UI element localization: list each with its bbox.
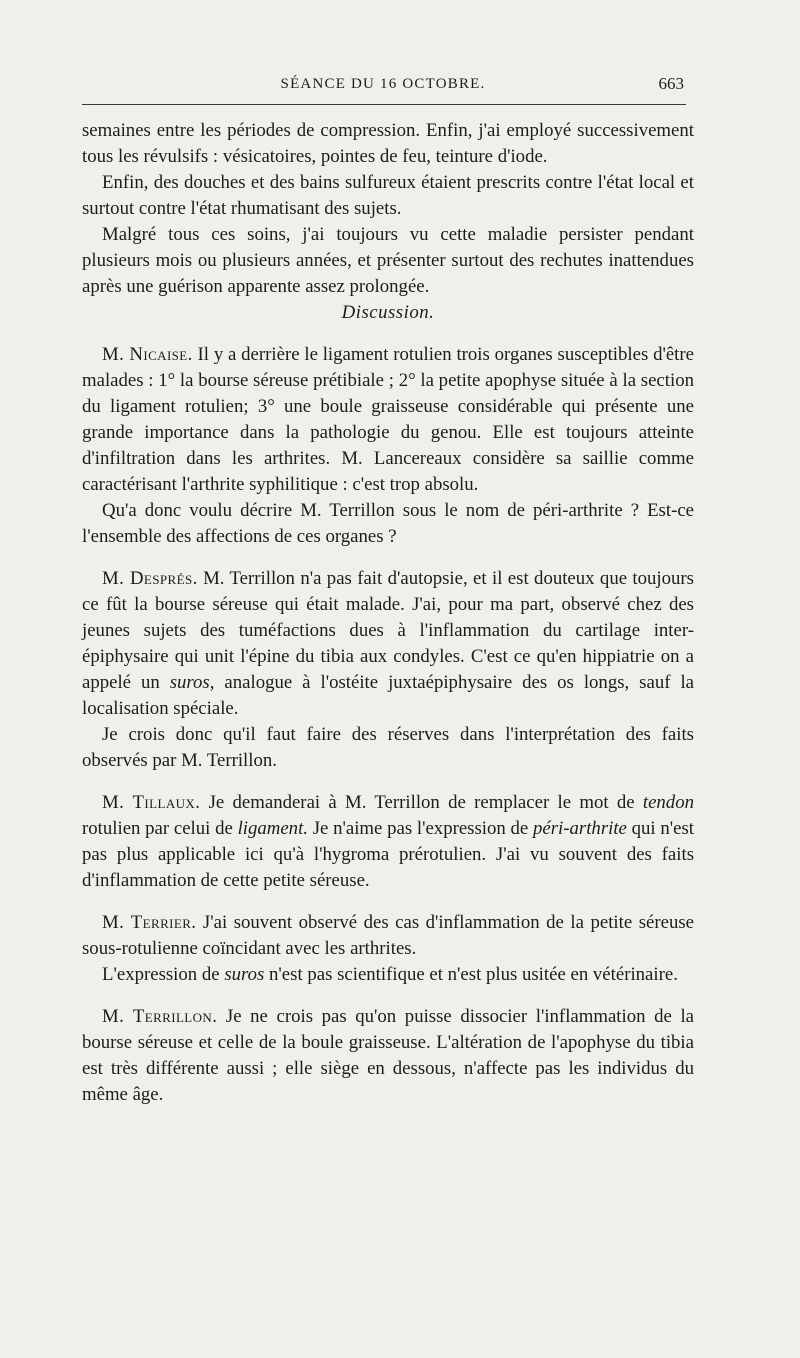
italic-term: suros: [169, 672, 210, 693]
speaker-paragraph-terrillon: M. Terrillon. Je ne crois pas qu'on puisse dissocier l'inflammation de la bourse séreuse et celle de la boule graisseuse. L'altération de l'apophyse du tibia est très différente aussi ; elle siège en dessous, n'affecte pas les individus du même âge.: [82, 1006, 695, 1105]
paragraph: Qu'a donc voulu décrire M. Terrillon sous le nom de péri-arthrite ? Est-ce l'ensemble des affections de ces organes ?: [82, 500, 694, 547]
paragraph: Enfin, des douches et des bains sulfureux étaient prescrits contre l'état local et surtout contre l'état rhumatisant des sujets.: [82, 172, 694, 219]
speaker-name: M. Terrillon.: [102, 1006, 218, 1027]
speaker-name: M. Nicaise.: [102, 344, 193, 365]
paragraph: Je crois donc qu'il faut faire des réserves dans l'interprétation des faits observés par M. Terrillon.: [82, 724, 694, 771]
body-text: [82, 118, 694, 1108]
paragraph: semaines entre les périodes de compression. Enfin, j'ai employé successivement tous les révulsifs : vésicatoires, pointes de feu, teinture d'iode.: [82, 120, 694, 167]
speaker-paragraph-terrier: M. Terrier. J'ai souvent observé des cas d'inflammation de la petite séreuse sous-rotulienne coïncidant avec les arthrites.: [82, 912, 695, 959]
running-title: SÉANCE DU 16 OCTOBRE.: [280, 76, 486, 92]
italic-term: suros: [224, 964, 265, 985]
speaker-paragraph-tillaux: M. Tillaux. Je demanderai à M. Terrillon de remplacer le mot de tendon rotulien par celui de ligament. Je n'aime pas l'expression de péri-arthrite qui n'est pas plus applicable ici qu'à l'hygroma prérotulien. J'ai vu souvent des faits d'inflammation de cette petite séreuse.: [82, 792, 695, 891]
italic-term: tendon: [642, 792, 694, 813]
italic-term: péri-arthrite: [533, 818, 627, 839]
section-heading: Discussion.: [341, 302, 435, 323]
page-number: 663: [658, 74, 684, 93]
speaker-name: M. Terrier.: [102, 912, 197, 933]
italic-term: ligament.: [237, 818, 308, 839]
paragraph: L'expression de suros n'est pas scientifique et n'est plus usitée en vétérinaire.: [102, 964, 678, 985]
speaker-name: M. Després.: [102, 568, 198, 589]
page-header: [82, 74, 684, 98]
header-rule: [82, 104, 686, 105]
speaker-paragraph-despres: M. Després. M. Terrillon n'a pas fait d'autopsie, et il est douteux que toujours ce fût la bourse séreuse qui était malade. J'ai, pour ma part, observé chez des jeunes sujets des tuméfactions dues à l'inflammation du cartilage inter-épiphysaire qui unit l'épine du tibia aux condyles. C'est ce qu'en hippiatrie on a appelé un suros, analogue à l'ostéite juxtaépiphysaire des os longs, sauf la localisation spéciale.: [82, 568, 694, 719]
paragraph: Malgré tous ces soins, j'ai toujours vu cette maladie persister pendant plusieurs mois ou plusieurs années, et présenter surtout des rechutes inattendues après une guérison apparente assez prolongée.: [82, 224, 694, 297]
speaker-paragraph-nicaise: M. Nicaise. Il y a derrière le ligament rotulien trois organes susceptibles d'être malades : 1° la bourse séreuse prétibiale ; 2° la petite apophyse située à la section du ligament rotulien; 3° une boule graisseuse considérable qui présente une grande importance dans la pathologie du genou. Elle est toujours atteinte d'infiltration dans les arthrites. M. Lancereaux considère sa saillie comme caractérisant l'arthrite syphilitique : c'est trop absolu.: [82, 344, 694, 495]
speaker-name: M. Tillaux.: [102, 792, 201, 813]
